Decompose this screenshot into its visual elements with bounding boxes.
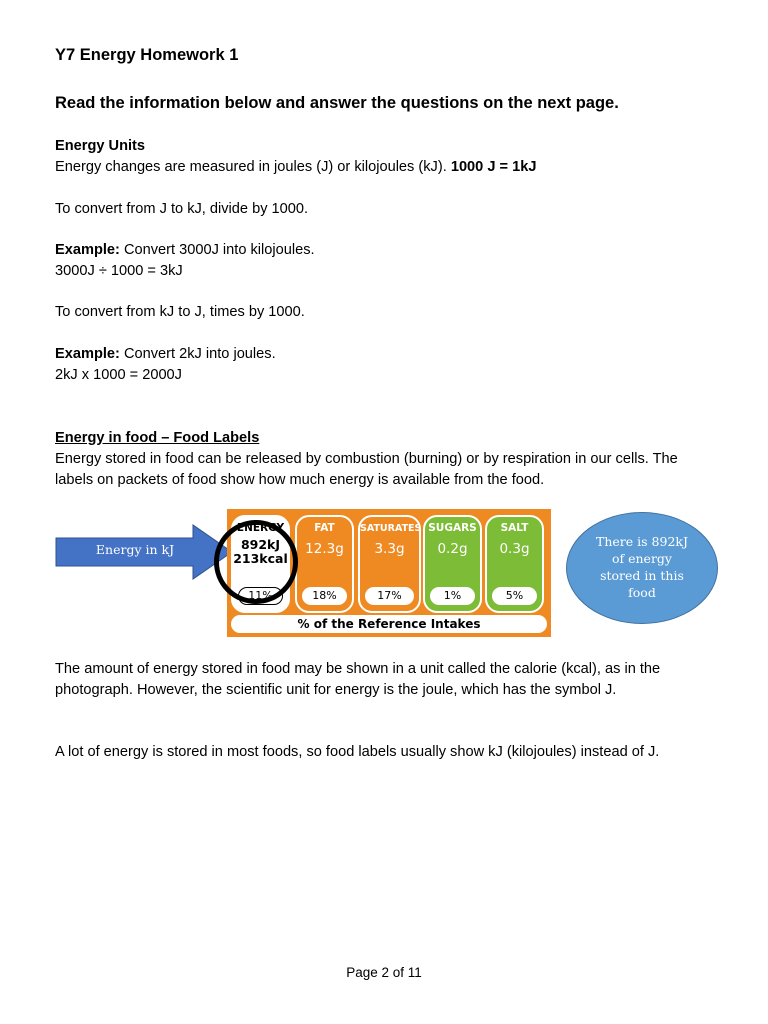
arrow-label: Energy in kJ	[95, 542, 175, 557]
energy-kj: 892kJ	[240, 537, 281, 552]
food-paragraph-1: The amount of energy stored in food may be shown in a unit called the calorie (kcal), as in the photograph. However, the scientific unit for energy is the joule, which has the symbol J.	[55, 661, 661, 698]
food-label-image	[227, 509, 551, 637]
salt-value: 0.3g	[499, 541, 530, 557]
saturates-name: SATURATES	[360, 523, 422, 534]
salt-name: SALT	[500, 522, 529, 534]
example-label: Example:	[55, 346, 120, 362]
food-heading: Energy in food – Food Labels	[55, 430, 260, 446]
sugars-column	[423, 515, 482, 613]
reference-intakes-caption: % of the Reference Intakes	[231, 615, 547, 633]
fat-percent: 18%	[302, 587, 347, 605]
sugars-percent: 1%	[430, 587, 475, 605]
salt-column	[485, 515, 544, 613]
sugars-value: 0.2g	[437, 541, 468, 557]
energy-name: ENERGY	[236, 522, 285, 534]
saturates-value: 3.3g	[374, 541, 405, 557]
j-to-kj-rule: To convert from J to kJ, divide by 1000.	[55, 201, 309, 217]
page-number: Page 2 of 11	[346, 965, 422, 980]
energy-column	[231, 515, 290, 613]
fat-name: FAT	[314, 522, 335, 534]
kj-to-j-rule: To convert from kJ to J, times by 1000.	[55, 304, 305, 320]
example-1	[55, 240, 315, 261]
page-title: Y7 Energy Homework 1	[55, 46, 239, 64]
example-2	[55, 344, 276, 365]
energy-kcal: 213kcal	[233, 551, 288, 566]
example-1-calc: 3000J ÷ 1000 = 3kJ	[55, 263, 183, 279]
saturates-percent: 17%	[365, 587, 414, 605]
food-intro: Energy stored in food can be released by combustion (burning) or by respiration in our cells. The labels on packets of food show how much energy is available from the food.	[55, 451, 678, 488]
instruction: Read the information below and answer the questions on the next page.	[55, 94, 619, 112]
example-2-calc: 2kJ x 1000 = 2000J	[55, 367, 182, 383]
units-heading: Energy Units	[55, 138, 146, 154]
sugars-name: SUGARS	[428, 522, 477, 534]
units-line	[55, 157, 536, 178]
units-conversion: 1000 J = 1kJ	[450, 159, 537, 175]
food-paragraph-2: A lot of energy is stored in most foods, so food labels usually show kJ (kilojoules) instead of J.	[55, 744, 660, 760]
example-label: Example:	[55, 242, 120, 258]
salt-percent: 5%	[492, 587, 537, 605]
units-text: Energy changes are measured in joules (J) or kilojoules (kJ).	[55, 159, 451, 175]
callout-text: There is 892kJ of energy stored in this food	[596, 534, 688, 600]
fat-value: 12.3g	[305, 541, 344, 557]
fat-column	[295, 515, 354, 613]
example-text: Convert 2kJ into joules.	[119, 346, 276, 362]
saturates-column	[358, 515, 421, 613]
example-text: Convert 3000J into kilojoules.	[119, 242, 315, 258]
energy-percent: 11%	[238, 587, 283, 605]
